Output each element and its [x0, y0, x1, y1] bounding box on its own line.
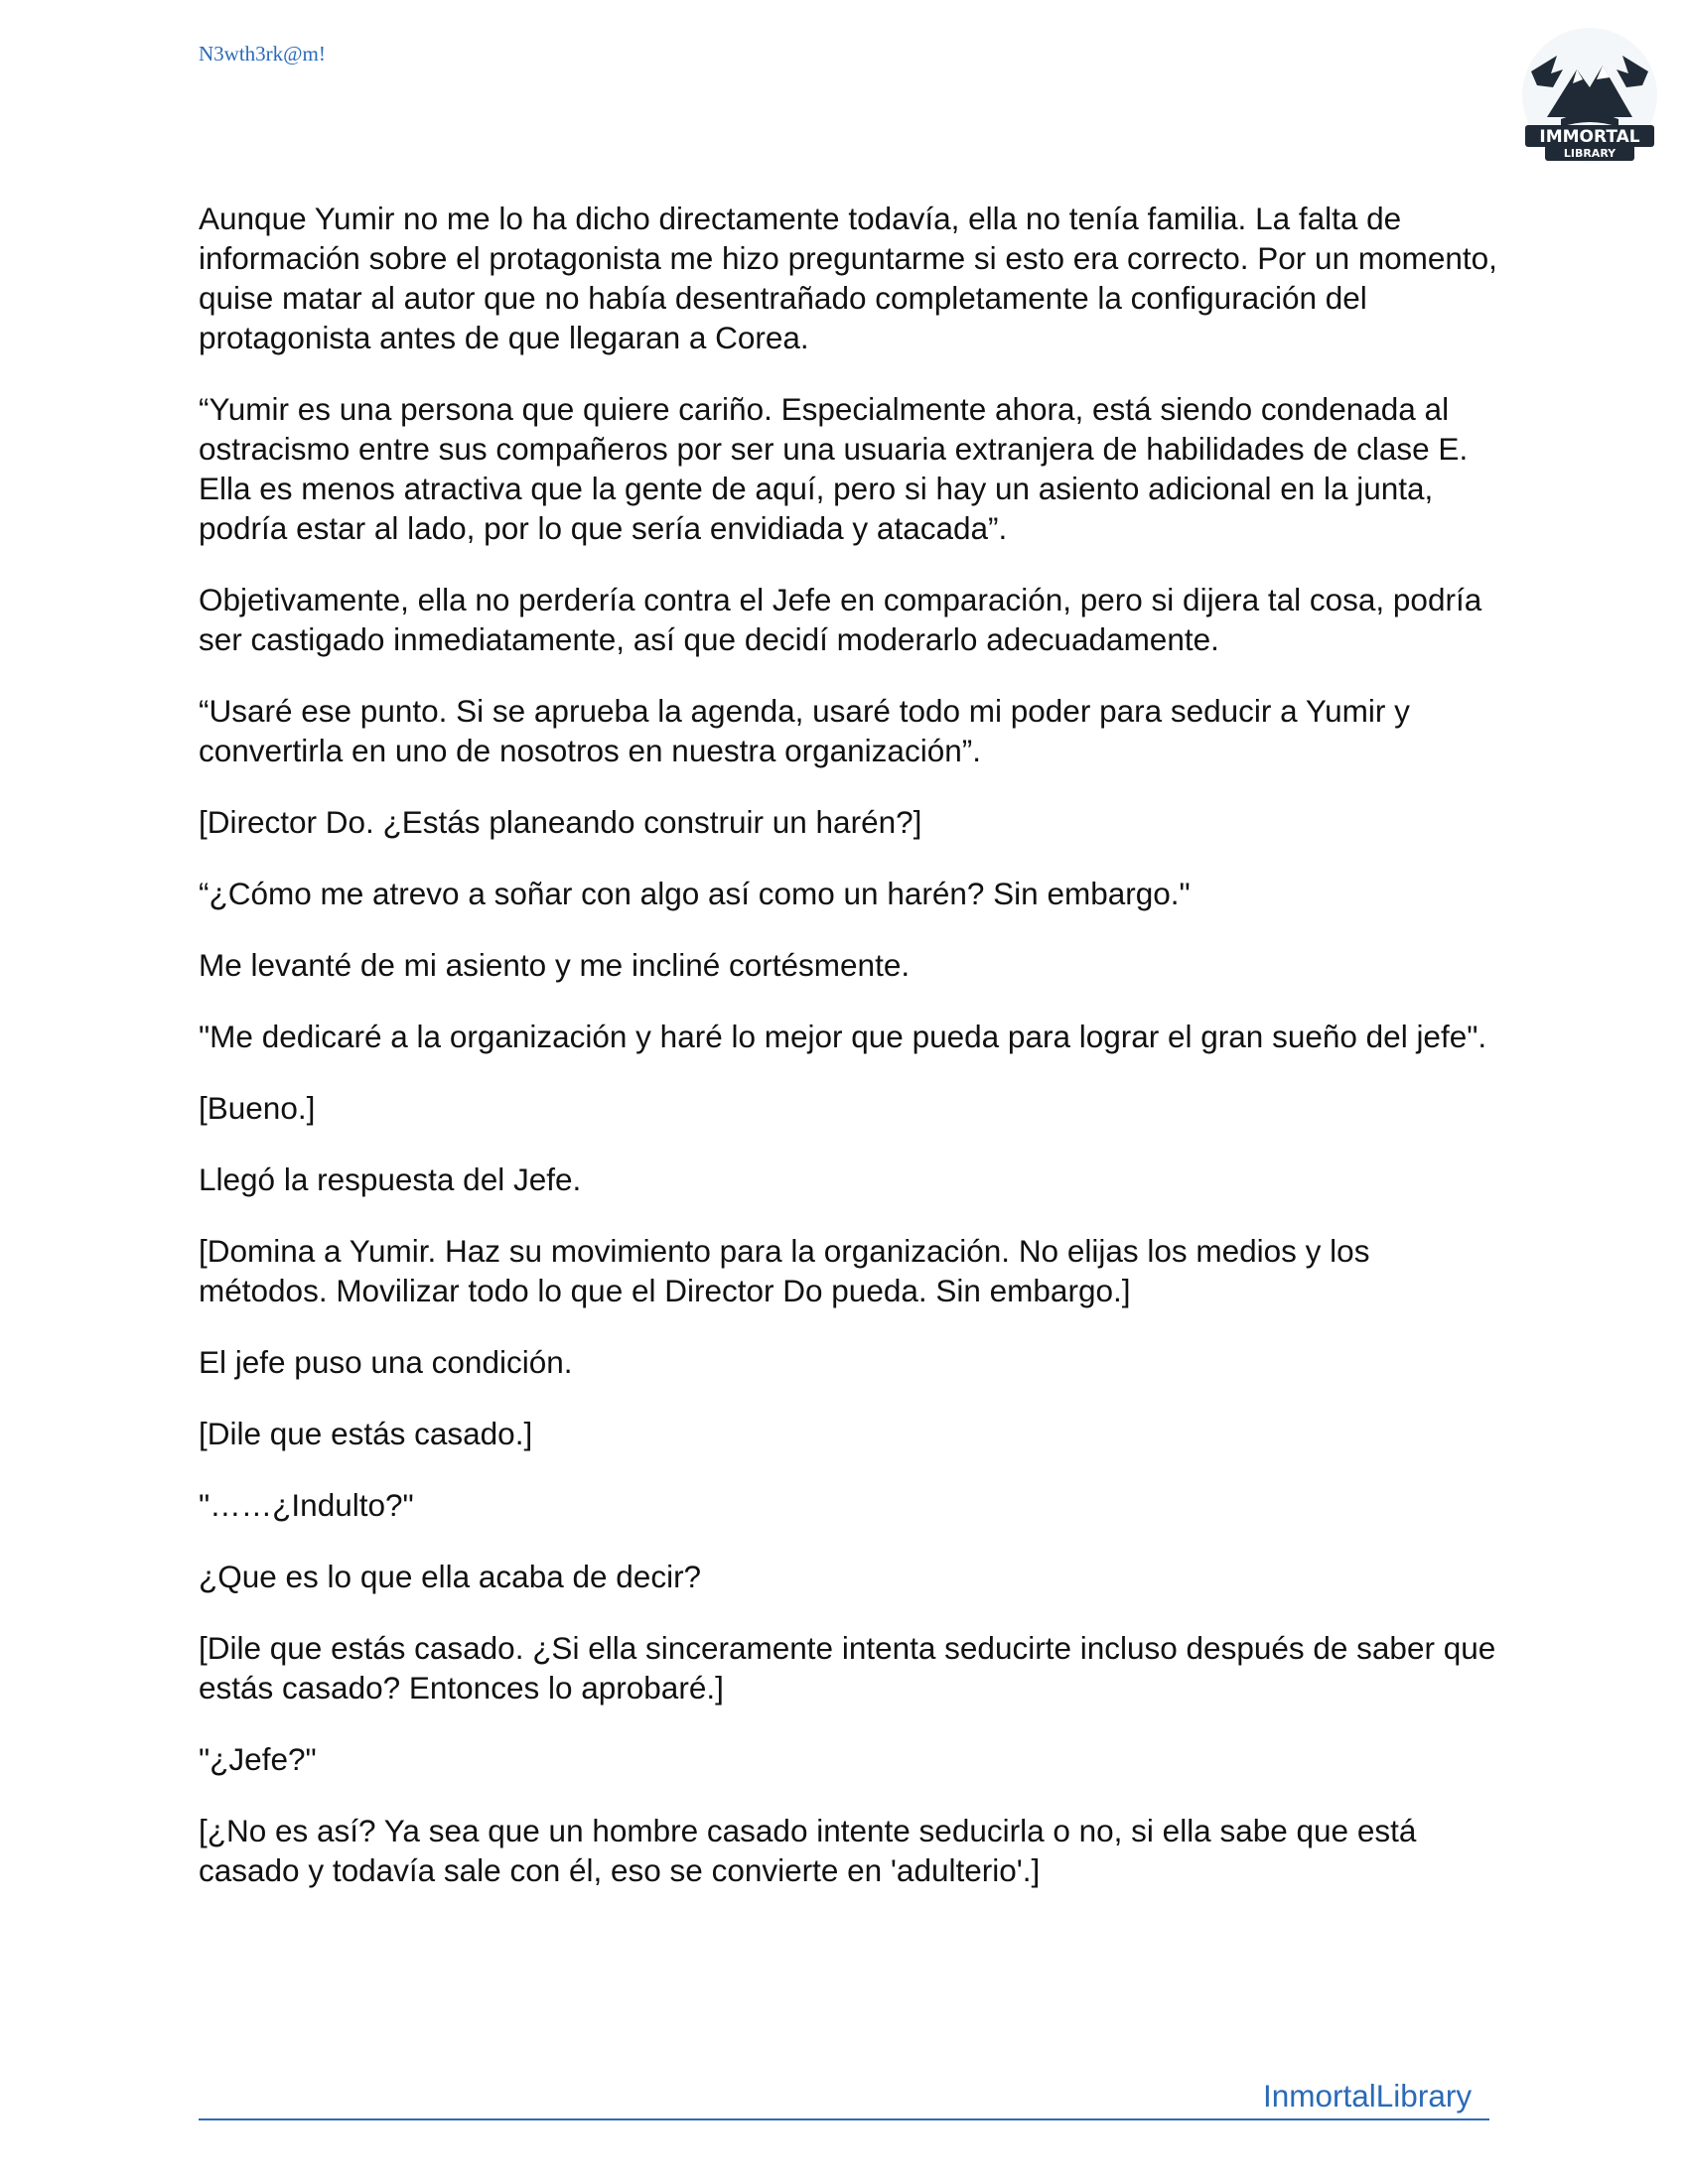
- paragraph: [Director Do. ¿Estás planeando construir un harén?]: [199, 804, 922, 840]
- paragraph: [Domina a Yumir. Haz su movimiento para la organización. No elijas los medios y los métodos. Movilizar todo lo que el Director Do pueda. Sin embargo.]: [199, 1233, 1370, 1308]
- paragraph: "Me dedicaré a la organización y haré lo mejor que pueda para lograr el gran sueño del jefe".: [199, 1019, 1487, 1054]
- paragraph: “¿Cómo me atrevo a soñar con algo así como un harén? Sin embargo.": [199, 876, 1191, 911]
- paragraph: ¿Que es lo que ella acaba de decir?: [199, 1559, 702, 1594]
- paragraph: “Yumir es una persona que quiere cariño. Especialmente ahora, está siendo condenada al ostracismo entre sus compañeros por ser una usuaria extranjera de habilidades de clase E. Ella es menos atractiva que la gente de aquí, pero si hay un asiento adicional en la junta, podría estar al lado, por lo que sería envidiada y atacada”.: [199, 391, 1469, 546]
- paragraph: [Dile que estás casado.]: [199, 1416, 533, 1451]
- footer-link[interactable]: InmortalLibrary: [1263, 2078, 1473, 2114]
- paragraph: El jefe puso una condición.: [199, 1344, 573, 1380]
- paragraph: Me levanté de mi asiento y me incliné cortésmente.: [199, 947, 911, 983]
- paragraph: "……¿Indulto?": [199, 1487, 414, 1523]
- paragraph: [Dile que estás casado. ¿Si ella sinceramente intenta seducirte incluso después de saber que estás casado? Entonces lo aprobaré.]: [199, 1630, 1496, 1706]
- logo-line1: IMMORTAL: [1539, 127, 1640, 147]
- document-body: [199, 199, 1499, 1922]
- header-tag: N3wth3rk@m!: [199, 42, 326, 66]
- paragraph: "¿Jefe?": [199, 1741, 317, 1777]
- paragraph: Aunque Yumir no me lo ha dicho directamente todavía, ella no tenía familia. La falta de información sobre el protagonista me hizo preguntarme si esto era correcto. Por un momento, quise matar al autor que no había desentrañado completamente la configuración del protagonista antes de que llegaran a Corea.: [199, 201, 1497, 355]
- paragraph: [¿No es así? Ya sea que un hombre casado intente seducirla o no, si ella sabe que está casado y todavía sale con él, eso se convierte en 'adulterio'.]: [199, 1813, 1417, 1888]
- paragraph: Llegó la respuesta del Jefe.: [199, 1161, 582, 1197]
- logo-line2: LIBRARY: [1563, 147, 1617, 160]
- paragraph: Objetivamente, ella no perdería contra el Jefe en comparación, pero si dijera tal cosa, podría ser castigado inmediatamente, así que decidí moderarlo adecuadamente.: [199, 582, 1482, 657]
- paragraph: “Usaré ese punto. Si se aprueba la agenda, usaré todo mi poder para seducir a Yumir y convertirla en uno de nosotros en nuestra organización”.: [199, 693, 1410, 768]
- immortal-library-logo-icon: [1517, 26, 1662, 171]
- paragraph: [Bueno.]: [199, 1090, 316, 1126]
- footer-divider: [199, 2118, 1489, 2120]
